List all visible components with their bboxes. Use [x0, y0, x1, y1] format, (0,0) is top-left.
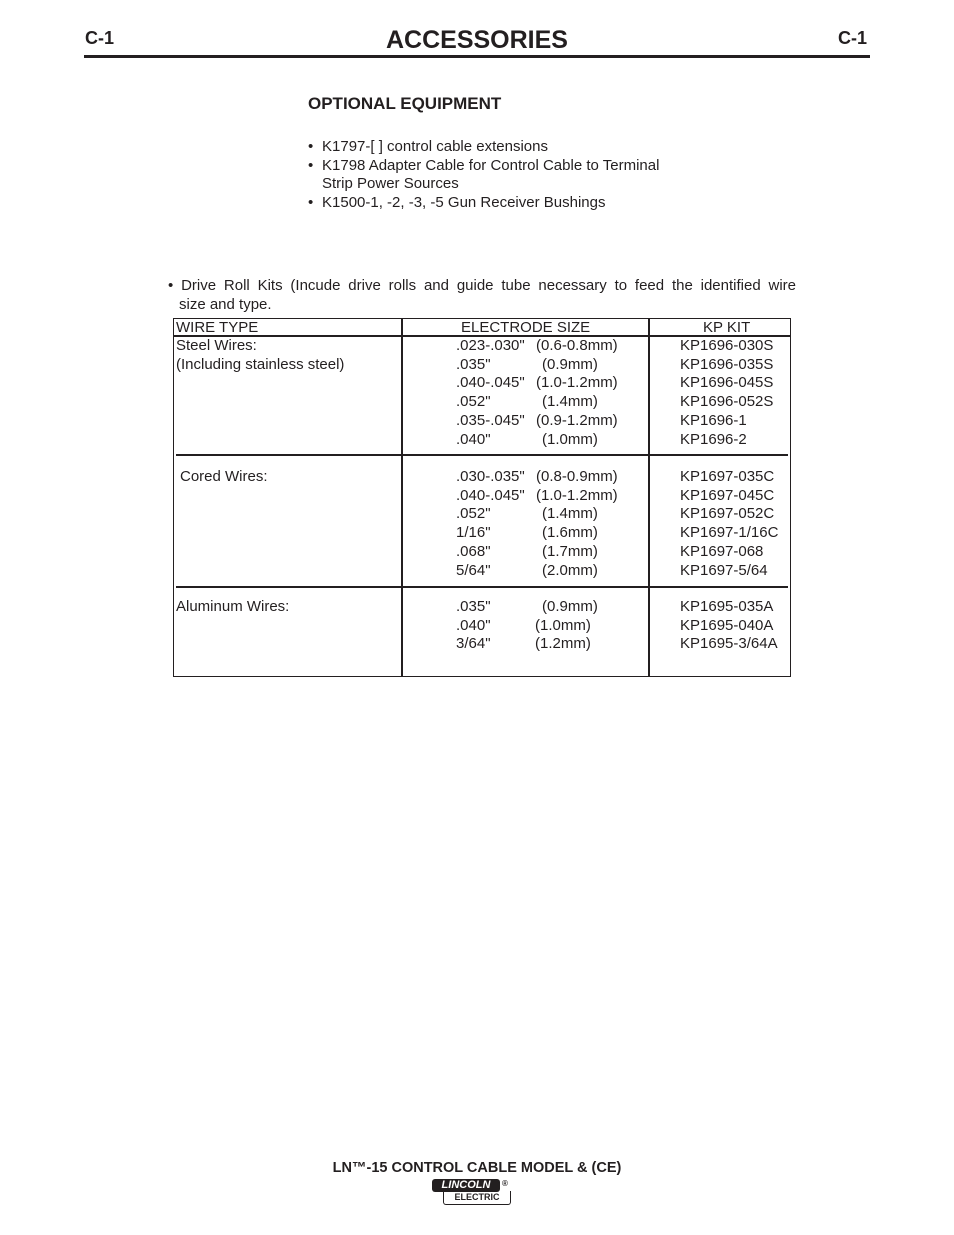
electrode-size-inch: .030-.035": [456, 468, 525, 485]
electrode-size-inch: .023-.030": [456, 337, 525, 354]
page-code-right: C-1: [838, 28, 868, 48]
kp-kit-cell: KP1697-045C: [680, 486, 775, 504]
kp-kit-cell: KP1696-030S: [680, 337, 774, 354]
group-divider: [176, 586, 788, 588]
page-title: ACCESSORIES: [386, 26, 568, 54]
kp-kit-cell: KP1696-1: [680, 411, 747, 429]
kp-kit-cell: KP1696-2: [680, 430, 747, 448]
electrode-size-inch: .052": [456, 393, 491, 411]
registered-mark: ®: [502, 1179, 508, 1188]
electrode-size-inch: .052": [456, 505, 491, 523]
electrode-size-mm: (1.0mm): [535, 616, 591, 634]
kp-kit-cell: KP1697-052C: [680, 505, 775, 523]
electrode-size-inch: .040-.045": [456, 486, 525, 504]
electrode-size-mm: (1.7mm): [542, 542, 598, 560]
title-rule: [84, 55, 870, 58]
electrode-size-inch: 1/16": [456, 524, 491, 542]
electrode-size-inch: .040": [456, 616, 491, 634]
electrode-size-mm: (0.9-1.2mm): [536, 411, 618, 429]
drive-roll-intro: [168, 276, 796, 314]
kp-kit-cell: KP1697-068: [680, 542, 764, 560]
electrode-size-mm: (0.8-0.9mm): [536, 468, 618, 485]
electrode-size-inch: 3/64": [456, 635, 491, 653]
list-item-text: K1797-[ ] control cable extensions: [322, 138, 548, 155]
electrode-size-mm: (1.6mm): [542, 524, 598, 542]
kp-kit-cell: KP1696-035S: [680, 355, 774, 373]
kp-kit-cell: KP1696-052S: [680, 393, 774, 411]
kp-kit-cell: KP1695-3/64A: [680, 635, 778, 653]
column-header-electrode-size: ELECTRODE SIZE: [461, 319, 591, 336]
kp-kit-cell: KP1695-035A: [680, 598, 774, 615]
wire-type-cell: Steel Wires:: [176, 337, 257, 354]
bullet-icon: •: [308, 138, 314, 155]
footer-title: LN™-15 CONTROL CABLE MODEL & (CE): [332, 1160, 622, 1176]
electrode-size-inch: .040": [456, 430, 491, 448]
electrode-size-mm: (1.4mm): [542, 505, 598, 523]
electrode-size-mm: (1.4mm): [542, 393, 598, 411]
intro-line-2: size and type.: [179, 296, 272, 313]
bullet-icon: •: [308, 156, 314, 174]
list-item: [308, 194, 742, 213]
kp-kit-cell: KP1697-1/16C: [680, 524, 779, 542]
list-item-text-continued: Strip Power Sources: [322, 175, 459, 192]
kp-kit-cell: KP1695-040A: [680, 616, 774, 634]
page-code-left: C-1: [85, 28, 115, 48]
list-item-text: K1798 Adapter Cable for Control Cable to Terminal: [322, 156, 660, 174]
wire-type-cell: Cored Wires:: [180, 468, 268, 485]
electrode-size-mm: (2.0mm): [542, 561, 598, 579]
section-heading: OPTIONAL EQUIPMENT: [308, 94, 502, 113]
bullet-icon: •: [168, 277, 182, 294]
electrode-size-inch: 5/64": [456, 561, 491, 579]
list-item: [308, 138, 742, 157]
intro-line-1: Drive Roll Kits (Incude drive rolls and guide tube necessary to feed the identified wire: [181, 277, 796, 294]
column-header-wire-type: WIRE TYPE: [176, 319, 259, 336]
electrode-size-inch: .068": [456, 542, 491, 560]
kp-kit-cell: KP1697-035C: [680, 468, 775, 485]
electrode-size-inch: .035": [456, 598, 491, 615]
electrode-size-inch: .040-.045": [456, 374, 525, 392]
lincoln-electric-logo: [432, 1179, 514, 1207]
kp-kit-cell: KP1697-5/64: [680, 561, 768, 579]
electrode-size-mm: (0.6-0.8mm): [536, 337, 618, 354]
optional-equipment-list: [308, 138, 742, 212]
group-divider: [176, 454, 788, 456]
column-header-kp-kit: KP KIT: [703, 319, 751, 336]
electrode-size-mm: (0.9mm): [542, 355, 598, 373]
electrode-size-mm: (0.9mm): [542, 598, 598, 615]
electrode-size-mm: (1.0mm): [542, 430, 598, 448]
list-item: [308, 157, 742, 194]
wire-type-cell: (Including stainless steel): [176, 355, 345, 373]
logo-bottom-text: ELECTRIC: [443, 1191, 511, 1205]
column-divider: [401, 319, 403, 676]
electrode-size-mm: (1.2mm): [535, 635, 591, 653]
bullet-icon: •: [308, 193, 314, 211]
electrode-size-inch: .035-.045": [456, 411, 525, 429]
column-divider: [648, 319, 650, 676]
kp-kit-cell: KP1696-045S: [680, 374, 774, 392]
logo-top-text: LINCOLN: [432, 1179, 500, 1192]
wire-type-cell: Aluminum Wires:: [176, 598, 290, 615]
electrode-size-mm: (1.0-1.2mm): [536, 374, 618, 392]
list-item-text: K1500-1, -2, -3, -5 Gun Receiver Bushings: [322, 193, 606, 211]
electrode-size-mm: (1.0-1.2mm): [536, 486, 618, 504]
electrode-size-inch: .035": [456, 355, 491, 373]
drive-roll-kit-table: [173, 318, 791, 677]
